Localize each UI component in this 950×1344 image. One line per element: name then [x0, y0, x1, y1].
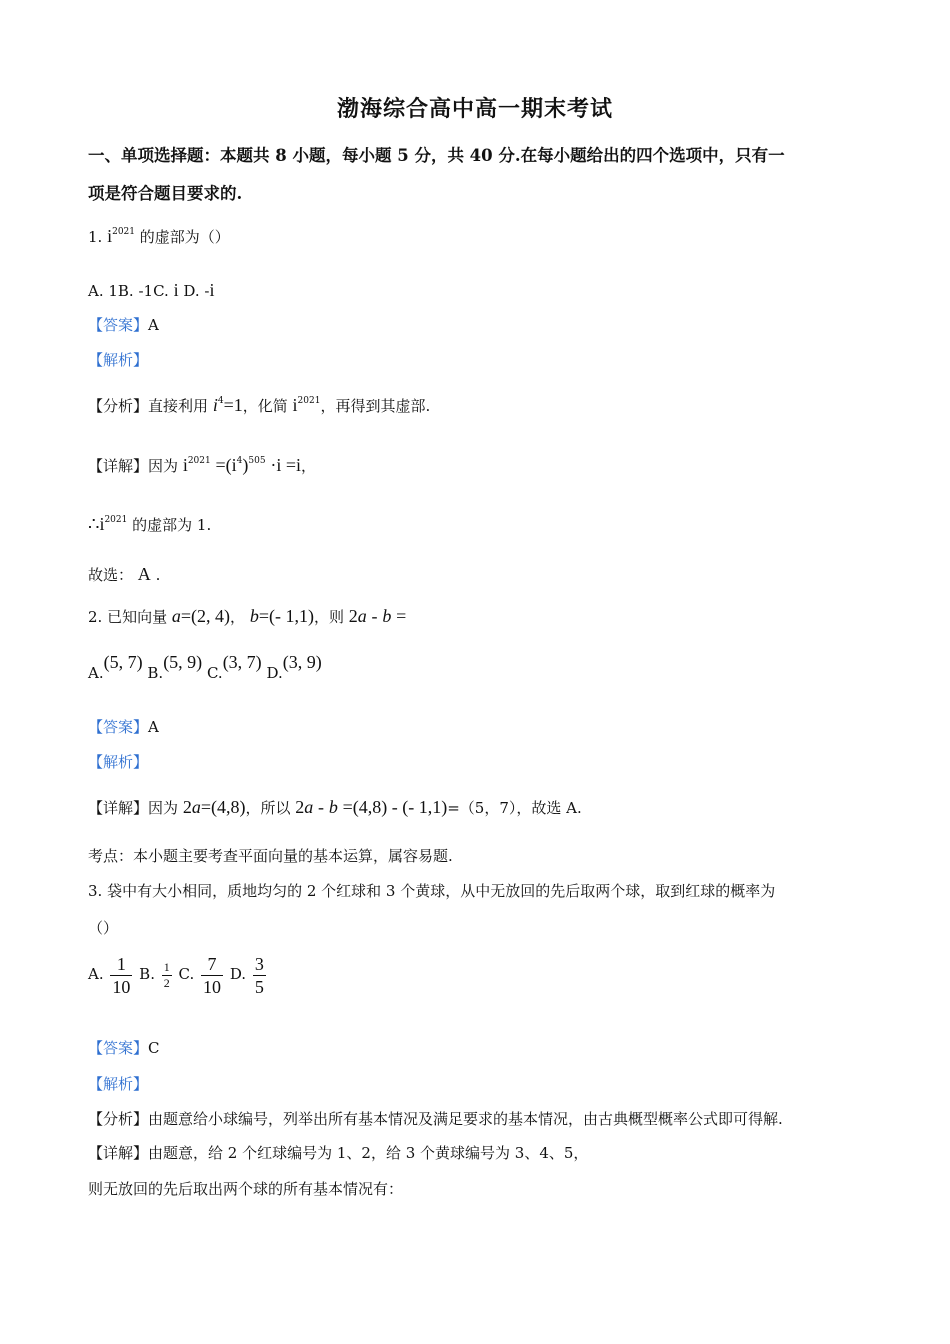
- q1-analysis: 【分析】直接利用 $i^4=1$，化简 $i^{2021}$，再得到其虚部.: [88, 395, 431, 415]
- q3-last-line: 则无放回的先后取出两个球的所有基本情况有：: [88, 1180, 404, 1198]
- q1-detail: 【详解】因为 $i^{2021} =(i^4)^{505} \cdot i =i$，: [88, 455, 317, 475]
- q1-choose: 故选： A .: [88, 564, 161, 584]
- section-heading-line1: 一、单项选择题：本题共 8 小题，每小题 5 分，共 40 分.在每小题给出的四个选项中，只有一: [88, 146, 785, 165]
- q3-stem-line1: 3. 袋中有大小相同，质地均匀的 2 个红球和 3 个黄球，从中无放回的先后取两个球，取到红球的概率为: [88, 882, 776, 900]
- q3-option-a-fraction: $\frac{1}{10}$: [112, 953, 131, 997]
- q1-explain-tag: 【解析】: [88, 351, 149, 369]
- section-heading-line2: 项是符合题目要求的.: [88, 184, 243, 203]
- q2-kaodian: 考点：本小题主要考查平面向量的基本运算，属容易题.: [88, 847, 453, 865]
- q3-options: A. $\frac{1}{10}$ B. $\frac{1}{2}$ C. $\frac{7}{10}$ D. $\frac{3}{5}$: [88, 953, 264, 997]
- q2-stem: 2. 已知向量 a=(2, 4)， b=(- 1,1)，则 2a - b =: [88, 606, 407, 626]
- page-title: 渤海综合高中高一期末考试: [336, 96, 613, 122]
- q2-detail: 【详解】因为 2a=(4,8)，所以 2a - b =(4,8) - (- 1,1)=（5，7），故选 A.: [88, 797, 582, 817]
- q2-answer: 【答案】A: [88, 718, 159, 736]
- q3-option-c-fraction: $\frac{7}{10}$: [203, 953, 222, 997]
- q1-answer: 【答案】A: [88, 316, 159, 334]
- q1-stem: 1. $i^{2021}$ 的虚部为（）: [88, 226, 230, 246]
- q3-explain-tag: 【解析】: [88, 1075, 149, 1093]
- q3-detail: 【详解】由题意，给 2 个红球编号为 1、2，给 3 个黄球编号为 3、4、5，: [88, 1144, 589, 1162]
- q1-options: A. 1B. -1C. i D. -i: [88, 280, 215, 300]
- q1-therefore: $\therefore i^{2021}$ 的虚部为 1.: [88, 514, 212, 534]
- q3-answer: 【答案】C: [88, 1039, 160, 1057]
- q2-options: A.(5, 7) B.(5, 9) C.(3, 7) D.(3, 9): [88, 652, 322, 682]
- q3-analysis: 【分析】由题意给小球编号，列举出所有基本情况及满足要求的基本情况，由古典概型概率公式即可得解.: [88, 1110, 783, 1128]
- q2-explain-tag: 【解析】: [88, 753, 149, 771]
- q3-option-d-fraction: $\frac{3}{5}$: [254, 953, 264, 997]
- q3-option-b-fraction: $\frac{1}{2}$: [163, 959, 170, 990]
- q3-stem-line2: （）: [88, 919, 119, 937]
